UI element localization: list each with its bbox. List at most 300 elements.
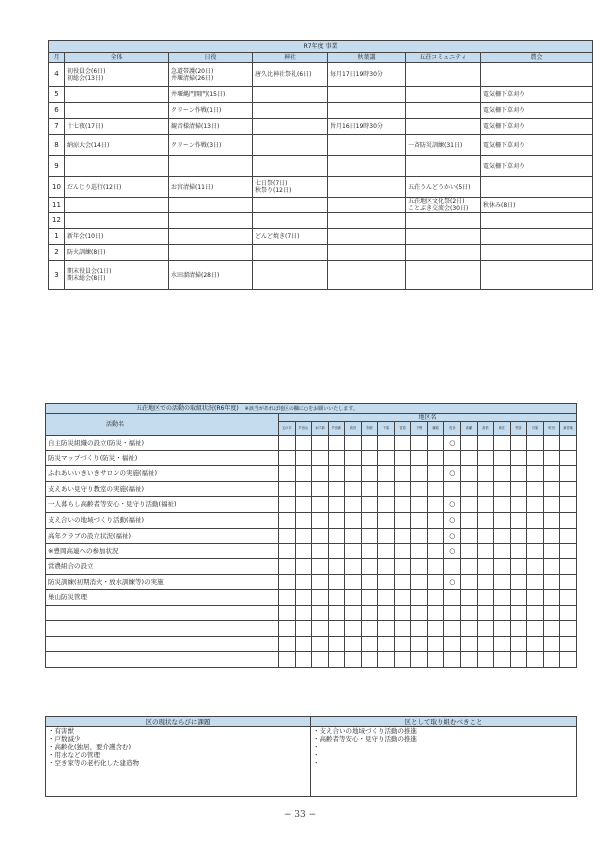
district-check-cell xyxy=(427,529,444,544)
event-cell xyxy=(328,213,406,229)
activity-name: 自主防災組織の設立(防災・福祉) xyxy=(46,436,279,451)
district-check-cell xyxy=(543,606,560,621)
activity-row xyxy=(46,590,577,606)
district-check-cell xyxy=(361,590,378,606)
event-cell xyxy=(169,156,253,177)
district-check-cell xyxy=(427,606,444,621)
district-check-cell xyxy=(378,652,395,668)
district-header: 川原 xyxy=(527,422,544,436)
event-cell: 観音様清掃(13日) xyxy=(169,119,253,135)
event-cell xyxy=(253,119,328,135)
district-check-cell xyxy=(477,451,494,466)
district-check-cell xyxy=(345,652,362,668)
event-line: 秋祭り(12日) xyxy=(255,187,292,194)
district-check-cell xyxy=(543,466,560,482)
district-check-cell xyxy=(560,590,577,606)
district-check-cell xyxy=(461,513,478,529)
district-check-cell xyxy=(427,497,444,513)
events-row xyxy=(49,63,593,87)
district-check-cell xyxy=(444,559,461,575)
event-cell xyxy=(328,103,406,119)
district-check-cell xyxy=(394,544,411,559)
district-check-cell xyxy=(477,652,494,668)
district-check-cell xyxy=(527,621,544,637)
district-check-cell xyxy=(510,497,527,513)
district-check-cell xyxy=(312,637,329,652)
district-check-cell xyxy=(328,575,345,590)
district-check-cell xyxy=(461,482,478,497)
activity-name: 巣山防災管理 xyxy=(46,590,279,606)
district-check-cell xyxy=(461,606,478,621)
month-cell: 1 xyxy=(49,229,65,245)
district-check-cell xyxy=(411,652,428,668)
event-cell xyxy=(65,261,169,290)
event-line: 初役員会(6日) xyxy=(67,67,106,75)
events-col-header: 農会 xyxy=(481,53,593,63)
activity-row xyxy=(46,544,577,559)
district-check-cell xyxy=(543,621,560,637)
district-check-cell xyxy=(361,575,378,590)
month-cell: 7 xyxy=(49,119,65,135)
district-check-cell xyxy=(510,529,527,544)
event-cell xyxy=(481,63,593,87)
activity-row xyxy=(46,497,577,513)
activity-name-header: 活動名 xyxy=(46,414,279,436)
district-check-cell xyxy=(560,621,577,637)
district-check-cell xyxy=(345,482,362,497)
district-check-cell xyxy=(560,652,577,668)
district-check-cell xyxy=(328,559,345,575)
district-check-cell xyxy=(361,497,378,513)
activity-name: 防災マップづくり(防災・福祉) xyxy=(46,451,279,466)
event-cell: お宮清掃(11日) xyxy=(169,177,253,198)
district-check-cell xyxy=(527,590,544,606)
event-cell xyxy=(328,177,406,198)
district-check-cell xyxy=(312,497,329,513)
event-cell xyxy=(169,245,253,261)
district-check-cell: ○ xyxy=(444,513,461,529)
events-header-row xyxy=(49,53,593,63)
district-check-cell xyxy=(527,436,544,451)
district-check-cell xyxy=(560,466,577,482)
events-col-header: 日役 xyxy=(169,53,253,63)
event-cell: クリーン作戦(1日) xyxy=(169,103,253,119)
district-check-cell xyxy=(543,497,560,513)
district-check-cell xyxy=(494,482,511,497)
district-check-cell xyxy=(295,451,312,466)
district-header: 水戸新 xyxy=(312,422,329,436)
activity-row xyxy=(46,513,577,529)
event-cell xyxy=(328,156,406,177)
event-cell xyxy=(65,103,169,119)
district-check-cell xyxy=(345,513,362,529)
event-cell: 井堰縄門開門(15日) xyxy=(169,87,253,103)
activity-row xyxy=(46,621,577,637)
district-check-cell xyxy=(328,621,345,637)
district-check-cell xyxy=(494,621,511,637)
district-check-cell xyxy=(295,436,312,451)
district-check-cell xyxy=(510,544,527,559)
district-check-cell xyxy=(345,575,362,590)
district-check-cell xyxy=(328,544,345,559)
district-check-cell xyxy=(279,652,296,668)
district-check-cell xyxy=(361,513,378,529)
district-check-cell xyxy=(510,590,527,606)
district-check-cell xyxy=(494,513,511,529)
activity-name xyxy=(46,637,279,652)
district-check-cell xyxy=(510,575,527,590)
district-check-cell xyxy=(510,637,527,652)
district-check-cell xyxy=(411,466,428,482)
event-cell xyxy=(253,156,328,177)
district-check-cell xyxy=(444,652,461,668)
district-check-cell xyxy=(378,544,395,559)
issues-table xyxy=(45,716,577,797)
district-check-cell xyxy=(345,544,362,559)
district-check-cell xyxy=(494,590,511,606)
event-cell: 秋休み(8日) xyxy=(481,198,593,213)
district-check-cell xyxy=(345,637,362,652)
district-check-cell xyxy=(543,575,560,590)
district-check-cell xyxy=(295,559,312,575)
event-cell: 一斉防災訓練(31日) xyxy=(406,135,481,156)
district-check-cell xyxy=(312,621,329,637)
district-check-cell xyxy=(312,466,329,482)
district-check-cell xyxy=(312,590,329,606)
district-check-cell xyxy=(378,529,395,544)
event-cell xyxy=(328,261,406,290)
event-cell: 旨月16日19時30分 xyxy=(328,119,406,135)
district-check-cell xyxy=(295,575,312,590)
event-cell xyxy=(253,135,328,156)
issues-action-header: 区として取り組むべきこと xyxy=(311,717,577,727)
event-cell: 唐久比神社祭礼(6日) xyxy=(253,63,328,87)
event-cell xyxy=(65,87,169,103)
district-header: 宮原 xyxy=(394,422,411,436)
district-check-cell xyxy=(427,451,444,466)
district-check-cell xyxy=(295,637,312,652)
district-check-cell xyxy=(361,637,378,652)
district-check-cell xyxy=(312,606,329,621)
district-check-cell xyxy=(279,637,296,652)
district-check-cell xyxy=(378,590,395,606)
district-check-cell xyxy=(477,637,494,652)
district-check-cell xyxy=(543,652,560,668)
event-cell xyxy=(406,198,481,213)
event-line: 五荘地区文化祭(2日) xyxy=(408,198,465,205)
district-check-cell xyxy=(279,451,296,466)
district-check-cell xyxy=(461,451,478,466)
district-check-cell xyxy=(444,451,461,466)
event-cell xyxy=(169,213,253,229)
district-header: 下野 xyxy=(411,422,428,436)
event-cell: 十七夜(17日) xyxy=(65,119,169,135)
district-check-cell xyxy=(361,482,378,497)
activity-row xyxy=(46,482,577,497)
event-cell xyxy=(65,198,169,213)
district-check-cell xyxy=(378,497,395,513)
event-line: ことぶき交流会(30日) xyxy=(408,205,469,212)
event-cell xyxy=(406,87,481,103)
district-check-cell xyxy=(345,529,362,544)
district-check-cell xyxy=(279,497,296,513)
district-check-cell: ○ xyxy=(444,466,461,482)
event-cell: 納涼大会(14日) xyxy=(65,135,169,156)
district-check-cell xyxy=(312,482,329,497)
district-check-cell xyxy=(295,544,312,559)
district-check-cell xyxy=(427,436,444,451)
district-check-cell xyxy=(378,621,395,637)
district-check-cell xyxy=(361,652,378,668)
event-cell xyxy=(406,103,481,119)
district-check-cell xyxy=(543,544,560,559)
district-check-cell xyxy=(494,637,511,652)
district-check-cell xyxy=(312,436,329,451)
district-check-cell xyxy=(494,652,511,668)
district-check-cell xyxy=(411,637,428,652)
district-check-cell xyxy=(510,482,527,497)
event-cell: 電気柵下草刈り xyxy=(481,119,593,135)
district-check-cell: ○ xyxy=(444,529,461,544)
event-cell xyxy=(328,87,406,103)
district-check-cell xyxy=(312,575,329,590)
district-check-cell xyxy=(394,590,411,606)
district-check-cell xyxy=(427,482,444,497)
event-cell: クリーン作戦(3日) xyxy=(169,135,253,156)
district-check-cell xyxy=(477,621,494,637)
event-cell xyxy=(406,119,481,135)
event-cell: 五荘うんどうかい(5日) xyxy=(406,177,481,198)
event-cell xyxy=(65,156,169,177)
events-title: R7年度 事業 xyxy=(49,41,593,53)
district-check-cell xyxy=(411,575,428,590)
district-check-cell xyxy=(328,529,345,544)
district-header: 新宮地 xyxy=(560,422,577,436)
activity-row xyxy=(46,559,577,575)
event-cell xyxy=(406,261,481,290)
activity-name: 支えあい見守り教室の実施(福祉) xyxy=(46,482,279,497)
district-check-cell xyxy=(527,497,544,513)
district-check-cell xyxy=(378,482,395,497)
district-check-cell xyxy=(461,436,478,451)
event-cell xyxy=(65,63,169,87)
district-check-cell xyxy=(279,544,296,559)
page-number: − 33 − xyxy=(283,810,317,820)
district-check-cell xyxy=(494,497,511,513)
district-check-cell xyxy=(411,621,428,637)
district-check-cell xyxy=(345,590,362,606)
district-check-cell xyxy=(411,544,428,559)
activity-name xyxy=(46,652,279,668)
district-check-cell xyxy=(345,466,362,482)
district-header: 別府 xyxy=(361,422,378,436)
month-cell: 10 xyxy=(49,177,65,198)
current-issue-item: ・戸数減少 xyxy=(48,735,81,743)
district-check-cell xyxy=(411,590,428,606)
events-row xyxy=(49,119,593,135)
district-check-cell xyxy=(560,513,577,529)
district-check-cell xyxy=(560,575,577,590)
event-line: 急道帯護(20日) xyxy=(171,67,214,75)
district-check-cell xyxy=(279,466,296,482)
district-check-cell xyxy=(560,559,577,575)
district-check-cell xyxy=(328,466,345,482)
district-check-cell xyxy=(394,497,411,513)
issues-current-header: 区の現状ならびに課題 xyxy=(46,717,311,727)
district-check-cell xyxy=(279,482,296,497)
district-check-cell xyxy=(411,606,428,621)
district-check-cell xyxy=(444,621,461,637)
activity-name xyxy=(46,621,279,637)
district-check-cell xyxy=(477,497,494,513)
district-check-cell xyxy=(394,466,411,482)
action-item: ・ xyxy=(313,751,320,759)
district-header: 町田 xyxy=(543,422,560,436)
event-cell: 電気柵下草刈り xyxy=(481,135,593,156)
district-check-cell xyxy=(394,559,411,575)
event-cell xyxy=(328,198,406,213)
district-check-cell xyxy=(427,652,444,668)
events-row xyxy=(49,103,593,119)
district-check-cell xyxy=(494,575,511,590)
district-check-cell xyxy=(361,606,378,621)
event-cell xyxy=(406,63,481,87)
district-check-cell xyxy=(295,606,312,621)
district-check-cell xyxy=(328,497,345,513)
district-check-cell xyxy=(494,544,511,559)
district-check-cell xyxy=(477,436,494,451)
district-check-cell xyxy=(427,575,444,590)
district-check-cell xyxy=(378,575,395,590)
district-check-cell xyxy=(427,513,444,529)
district-check-cell xyxy=(527,652,544,668)
event-cell: 防火訓練(8日) xyxy=(65,245,169,261)
district-header: 竹原 xyxy=(510,422,527,436)
event-cell: だんじり巡行(12日) xyxy=(65,177,169,198)
district-check-cell xyxy=(527,466,544,482)
district-check-cell xyxy=(312,544,329,559)
district-check-cell xyxy=(295,466,312,482)
current-issue-item: ・用水などの管理 xyxy=(48,751,100,759)
district-check-cell xyxy=(527,606,544,621)
month-cell: 3 xyxy=(49,261,65,290)
district-check-cell xyxy=(560,606,577,621)
events-col-header: 月 xyxy=(49,53,65,63)
district-check-cell xyxy=(295,513,312,529)
district-check-cell xyxy=(378,513,395,529)
event-line: 井堰清掃(26日) xyxy=(171,74,214,82)
current-issue-item: ・有害獣 xyxy=(48,727,74,735)
district-check-cell xyxy=(411,482,428,497)
activity-row xyxy=(46,606,577,621)
district-check-cell xyxy=(494,466,511,482)
district-check-cell xyxy=(328,451,345,466)
district-check-cell xyxy=(411,513,428,529)
month-cell: 6 xyxy=(49,103,65,119)
district-check-cell xyxy=(312,513,329,529)
district-check-cell xyxy=(560,482,577,497)
district-check-cell: ○ xyxy=(444,497,461,513)
district-check-cell xyxy=(394,482,411,497)
district-check-cell xyxy=(378,466,395,482)
activity-name: ※豊岡高連への参加状況 xyxy=(46,544,279,559)
district-check-cell xyxy=(394,529,411,544)
event-cell xyxy=(481,245,593,261)
district-check-cell xyxy=(378,559,395,575)
district-check-cell xyxy=(378,606,395,621)
district-check-cell xyxy=(279,559,296,575)
district-check-cell xyxy=(527,544,544,559)
district-check-cell xyxy=(444,606,461,621)
district-check-cell xyxy=(510,436,527,451)
district-check-cell xyxy=(361,451,378,466)
event-cell xyxy=(406,245,481,261)
district-check-cell xyxy=(543,590,560,606)
district-check-cell xyxy=(510,513,527,529)
district-check-cell xyxy=(494,451,511,466)
event-cell xyxy=(481,213,593,229)
district-check-cell xyxy=(378,637,395,652)
month-cell: 8 xyxy=(49,135,65,156)
activities-area-row xyxy=(46,414,577,422)
district-check-cell xyxy=(444,637,461,652)
action-item: ・高齢者等安心・見守り活動の推進 xyxy=(313,735,417,743)
event-cell xyxy=(481,229,593,245)
event-cell xyxy=(253,198,328,213)
district-check-cell xyxy=(444,482,461,497)
activity-row xyxy=(46,436,577,451)
district-check-cell xyxy=(510,606,527,621)
district-check-cell xyxy=(560,529,577,544)
district-check-cell xyxy=(510,466,527,482)
district-check-cell xyxy=(461,575,478,590)
district-check-cell xyxy=(461,637,478,652)
district-check-cell xyxy=(427,621,444,637)
district-check-cell xyxy=(312,652,329,668)
district-check-cell xyxy=(328,513,345,529)
activity-name: 防災訓練(初期消火・放水訓練等)の実施 xyxy=(46,575,279,590)
district-check-cell xyxy=(477,606,494,621)
activity-name xyxy=(46,606,279,621)
events-row xyxy=(49,198,593,213)
district-check-cell xyxy=(394,513,411,529)
district-check-cell xyxy=(411,497,428,513)
district-check-cell xyxy=(543,559,560,575)
district-check-cell xyxy=(394,652,411,668)
event-cell: 新年会(10日) xyxy=(65,229,169,245)
district-check-cell xyxy=(361,559,378,575)
district-check-cell xyxy=(361,436,378,451)
current-issue-item: ・高齢化(独居、要介護含む) xyxy=(48,743,132,751)
district-check-cell xyxy=(494,436,511,451)
district-check-cell xyxy=(461,652,478,668)
event-cell xyxy=(406,213,481,229)
district-header: 芦田新 xyxy=(328,422,345,436)
district-check-cell xyxy=(295,652,312,668)
events-row xyxy=(49,156,593,177)
event-cell xyxy=(253,261,328,290)
events-row xyxy=(49,177,593,198)
district-header: 五の木 xyxy=(279,422,296,436)
district-check-cell xyxy=(477,513,494,529)
activity-row xyxy=(46,451,577,466)
district-check-cell xyxy=(295,590,312,606)
district-check-cell xyxy=(345,606,362,621)
district-check-cell xyxy=(427,590,444,606)
issues-action-list xyxy=(311,727,577,797)
district-check-cell xyxy=(394,621,411,637)
event-cell: 電気柵下草刈り xyxy=(481,87,593,103)
